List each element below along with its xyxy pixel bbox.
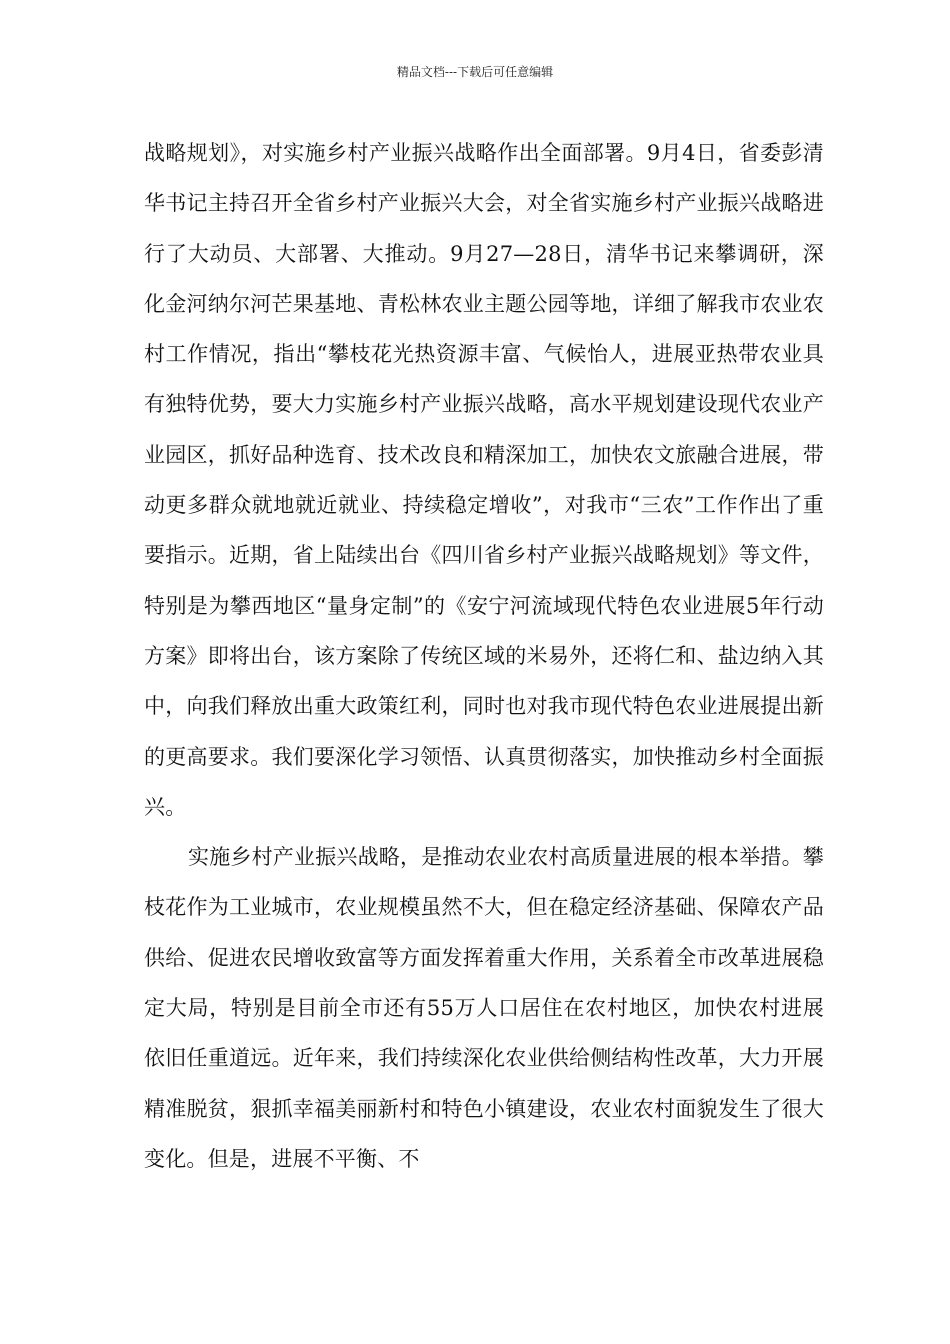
- page-header: 精品文档---下载后可任意编辑: [396, 65, 554, 79]
- paragraph-1: 战略规划》，对实施乡村产业振兴战略作出全面部署。9月4日，省委彭清华书记主持召开全省乡村产业振兴大会，对全省实施乡村产业振兴战略进行了大动员、大部署、大推动。9月27—28日，清华书记来攀调研，深化金河纳尔河芒果基地、青松林农业主题公园等地，详细了解我市农业农村工作情况，指出“攀枝花光热资源丰富、气候怡人，进展亚热带农业具有独特优势，要大力实施乡村产业振兴战略，高水平规划建设现代农业产业园区，抓好品种选育、技术改良和精深加工，加快农文旅融合进展，带动更多群众就地就近就业、持续稳定增收”，对我市“三农”工作作出了重要指示。近期，省上陆续出台《四川省乡村产业振兴战略规划》等文件，特别是为攀西地区“量身定制”的《安宁河流域现代特色农业进展5年行动方案》即将出台，该方案除了传统区域的米易外，还将仁和、盐边纳入其中，向我们释放出重大政策红利，同时也对我市现代特色农业进展提出新的更高要求。我们要深化学习领悟、认真贯彻落实，加快推动乡村全面振兴。: [144, 141, 824, 819]
- document-body: [144, 128, 824, 1184]
- paragraph-2: 实施乡村产业振兴战略，是推动农业农村高质量进展的根本举措。攀枝花作为工业城市，农业规模虽然不大，但在稳定经济基础、保障农产品供给、促进农民增收致富等方面发挥着重大作用，关系着全市改革进展稳定大局，特别是目前全市还有55万人口居住在农村地区，加快农村进展依旧任重道远。近年来，我们持续深化农业供给侧结构性改革，大力开展精准脱贫，狠抓幸福美丽新村和特色小镇建设，农业农村面貌发生了很大变化。但是，进展不平衡、不: [144, 845, 824, 1171]
